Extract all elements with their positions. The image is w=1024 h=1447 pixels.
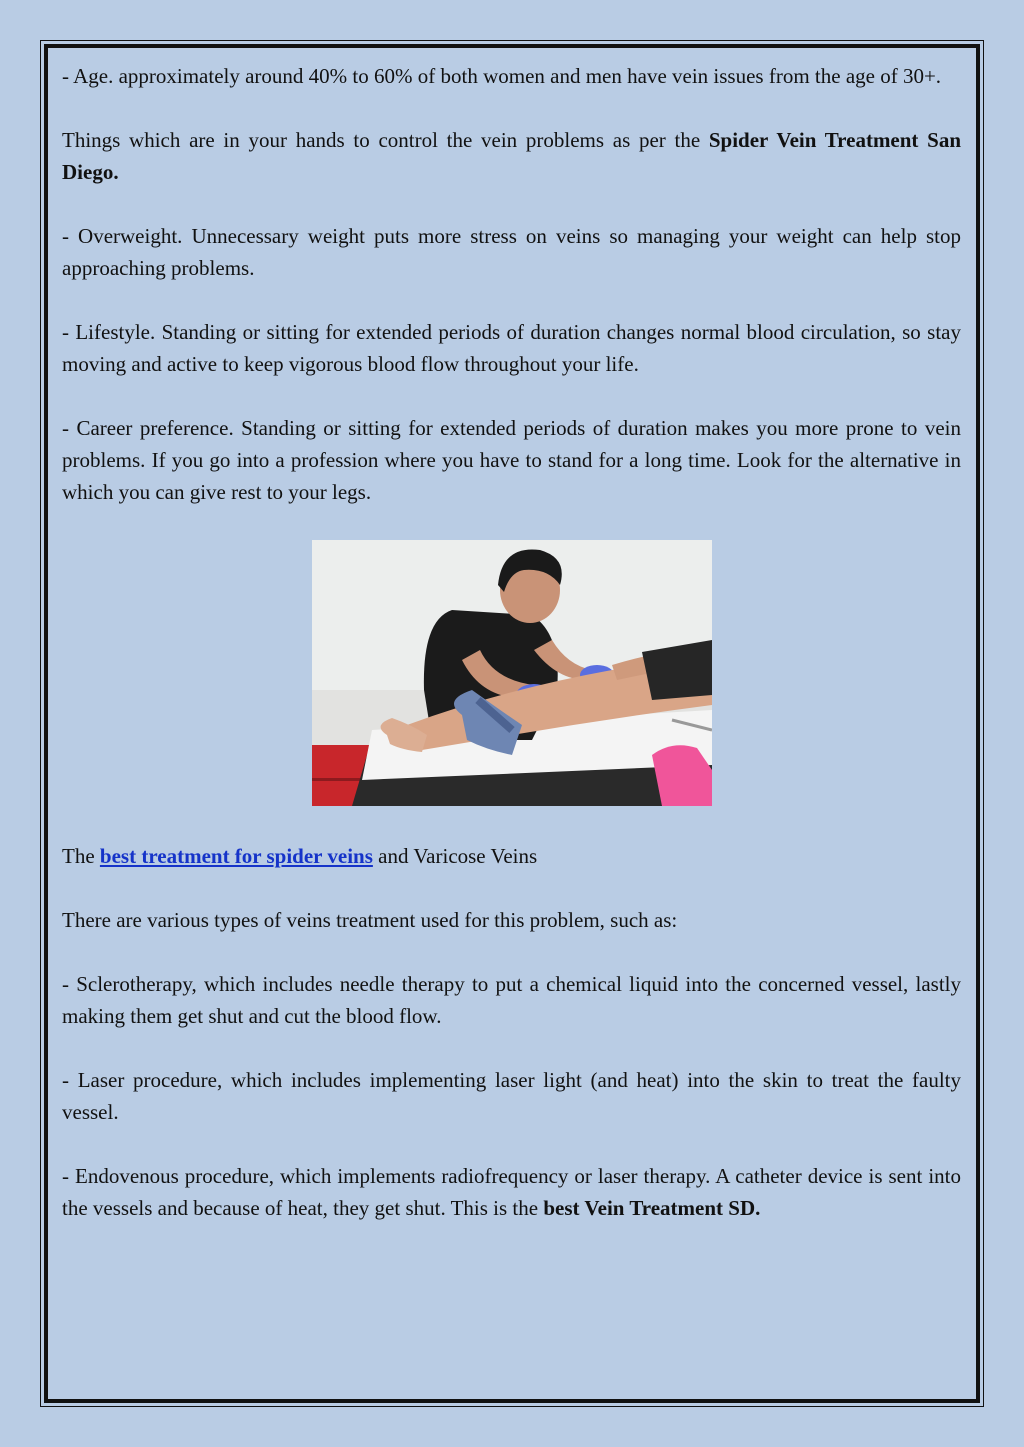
paragraph-lifestyle: - Lifestyle. Standing or sitting for extended periods of duration changes normal blood circulation, so stay moving and active to keep vigorous blood flow throughout your life. (62, 320, 961, 376)
document-body (62, 60, 961, 1256)
paragraph-things (62, 124, 961, 188)
best-treatment-link[interactable]: best treatment for spider veins (99, 844, 373, 868)
paragraph-career: - Career preference. Standing or sitting for extended periods of duration makes you more prone to vein problems. If you go into a profession where you have to stand for a long time. Look for the alternative in which you can give rest to your legs. (62, 416, 961, 504)
endovenous-text: - Endovenous procedure, which implements radiofrequency or laser therapy. A catheter device is sent into the vessels and because of heat, they get shut. This is the (62, 1164, 961, 1220)
best-treatment-text: The (62, 844, 100, 868)
best-treatment-suffix: and Varicose Veins (372, 844, 538, 868)
paragraph-sclerotherapy: - Sclerotherapy, which includes needle therapy to put a chemical liquid into the concerned vessel, lastly making them get shut and cut the blood flow. (62, 972, 961, 1028)
things-text: Things which are in your hands to control the vein problems as per the (62, 128, 709, 152)
things-bold: Spider Vein Treatment San Diego. (62, 128, 961, 184)
paragraph-overweight: - Overweight. Unnecessary weight puts more stress on veins so managing your weight can help stop approaching problems. (62, 224, 961, 280)
paragraph-endovenous (62, 1160, 961, 1224)
endovenous-bold: best Vein Treatment SD. (543, 1196, 761, 1220)
doctor-treating-leg-photo (312, 540, 712, 806)
paragraph-best-treatment (62, 840, 961, 872)
paragraph-laser: - Laser procedure, which includes implementing laser light (and heat) into the skin to treat the faulty vessel. (62, 1068, 961, 1124)
paragraph-types: There are various types of veins treatment used for this problem, such as: (62, 908, 678, 932)
paragraph-age: - Age. approximately around 40% to 60% of both women and men have vein issues from the age of 30+. (62, 64, 942, 88)
